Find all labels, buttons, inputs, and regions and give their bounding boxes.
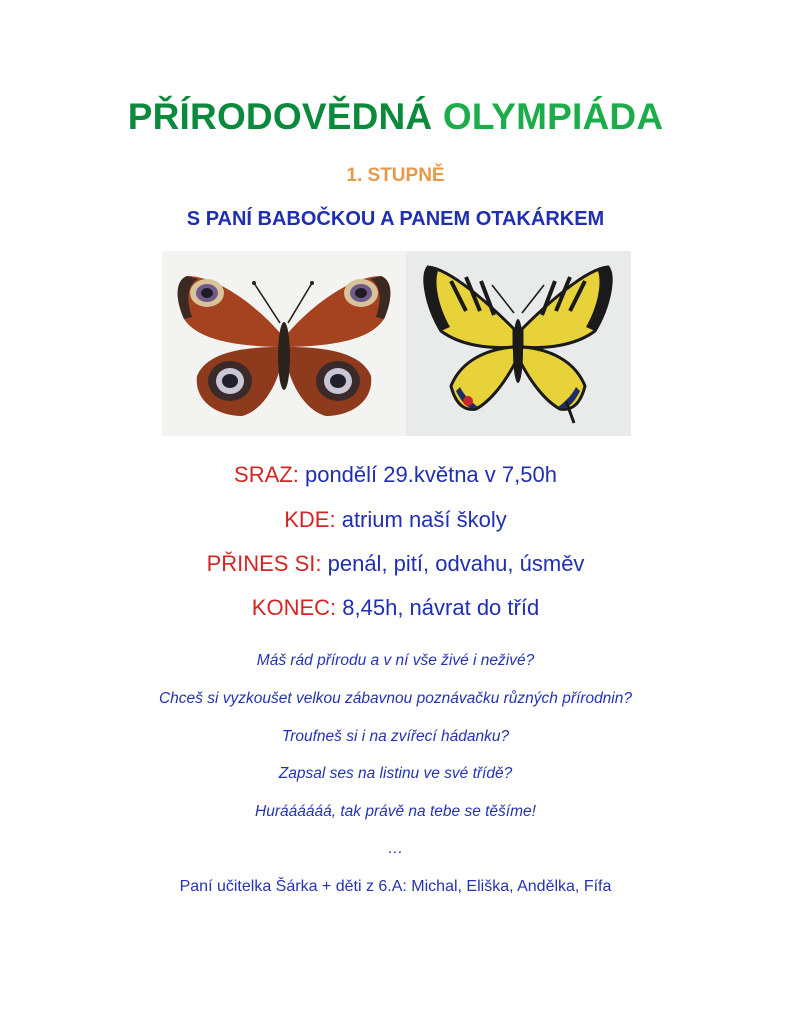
- info-label: KDE:: [284, 507, 336, 532]
- title-part-2: OLYMPIÁDA: [442, 96, 664, 137]
- signature: Paní učitelka Šárka + děti z 6.A: Michal, Eliška, Andělka, Fífa: [179, 878, 612, 895]
- subtitle: 1. STUPNĚ: [346, 165, 445, 186]
- info-line-meeting: [0, 462, 791, 488]
- tagline: S PANÍ BABOČKOU A PANEM OTAKÁRKEM: [186, 208, 605, 230]
- info-value: 8,45h, návrat do tříd: [342, 595, 540, 620]
- question-line: Chceš si vyzkoušet velkou zábavnou poznávačku různých přírodnin?: [158, 690, 632, 707]
- info-label: SRAZ:: [234, 462, 299, 487]
- ellipsis: …: [387, 840, 404, 857]
- question-line: Huráááááá, tak právě na tebe se těšíme!: [255, 803, 536, 820]
- info-value: pondělí 29.května v 7,50h: [304, 462, 557, 487]
- info-label: KONEC:: [251, 595, 337, 620]
- info-line-bring: [0, 551, 791, 577]
- peacock-butterfly-photo: [162, 251, 406, 436]
- question-line: Zapsal ses na listinu ve své třídě?: [278, 765, 513, 782]
- swallowtail-butterfly-photo: [406, 251, 631, 436]
- page-title: [0, 96, 791, 138]
- info-label: PŘINES SI:: [206, 551, 322, 576]
- info-value: atrium naší školy: [341, 507, 507, 532]
- info-line-end: [0, 595, 791, 621]
- info-line-place: [0, 507, 791, 533]
- question-line: Máš rád přírodu a v ní vše živé i neživé?: [256, 652, 535, 669]
- question-line: Troufneš si i na zvířecí hádanku?: [281, 728, 510, 745]
- butterfly-photos: [162, 251, 631, 436]
- title-part-1: PŘÍRODOVĚDNÁ: [127, 96, 433, 137]
- info-value: penál, pití, odvahu, úsměv: [327, 551, 585, 576]
